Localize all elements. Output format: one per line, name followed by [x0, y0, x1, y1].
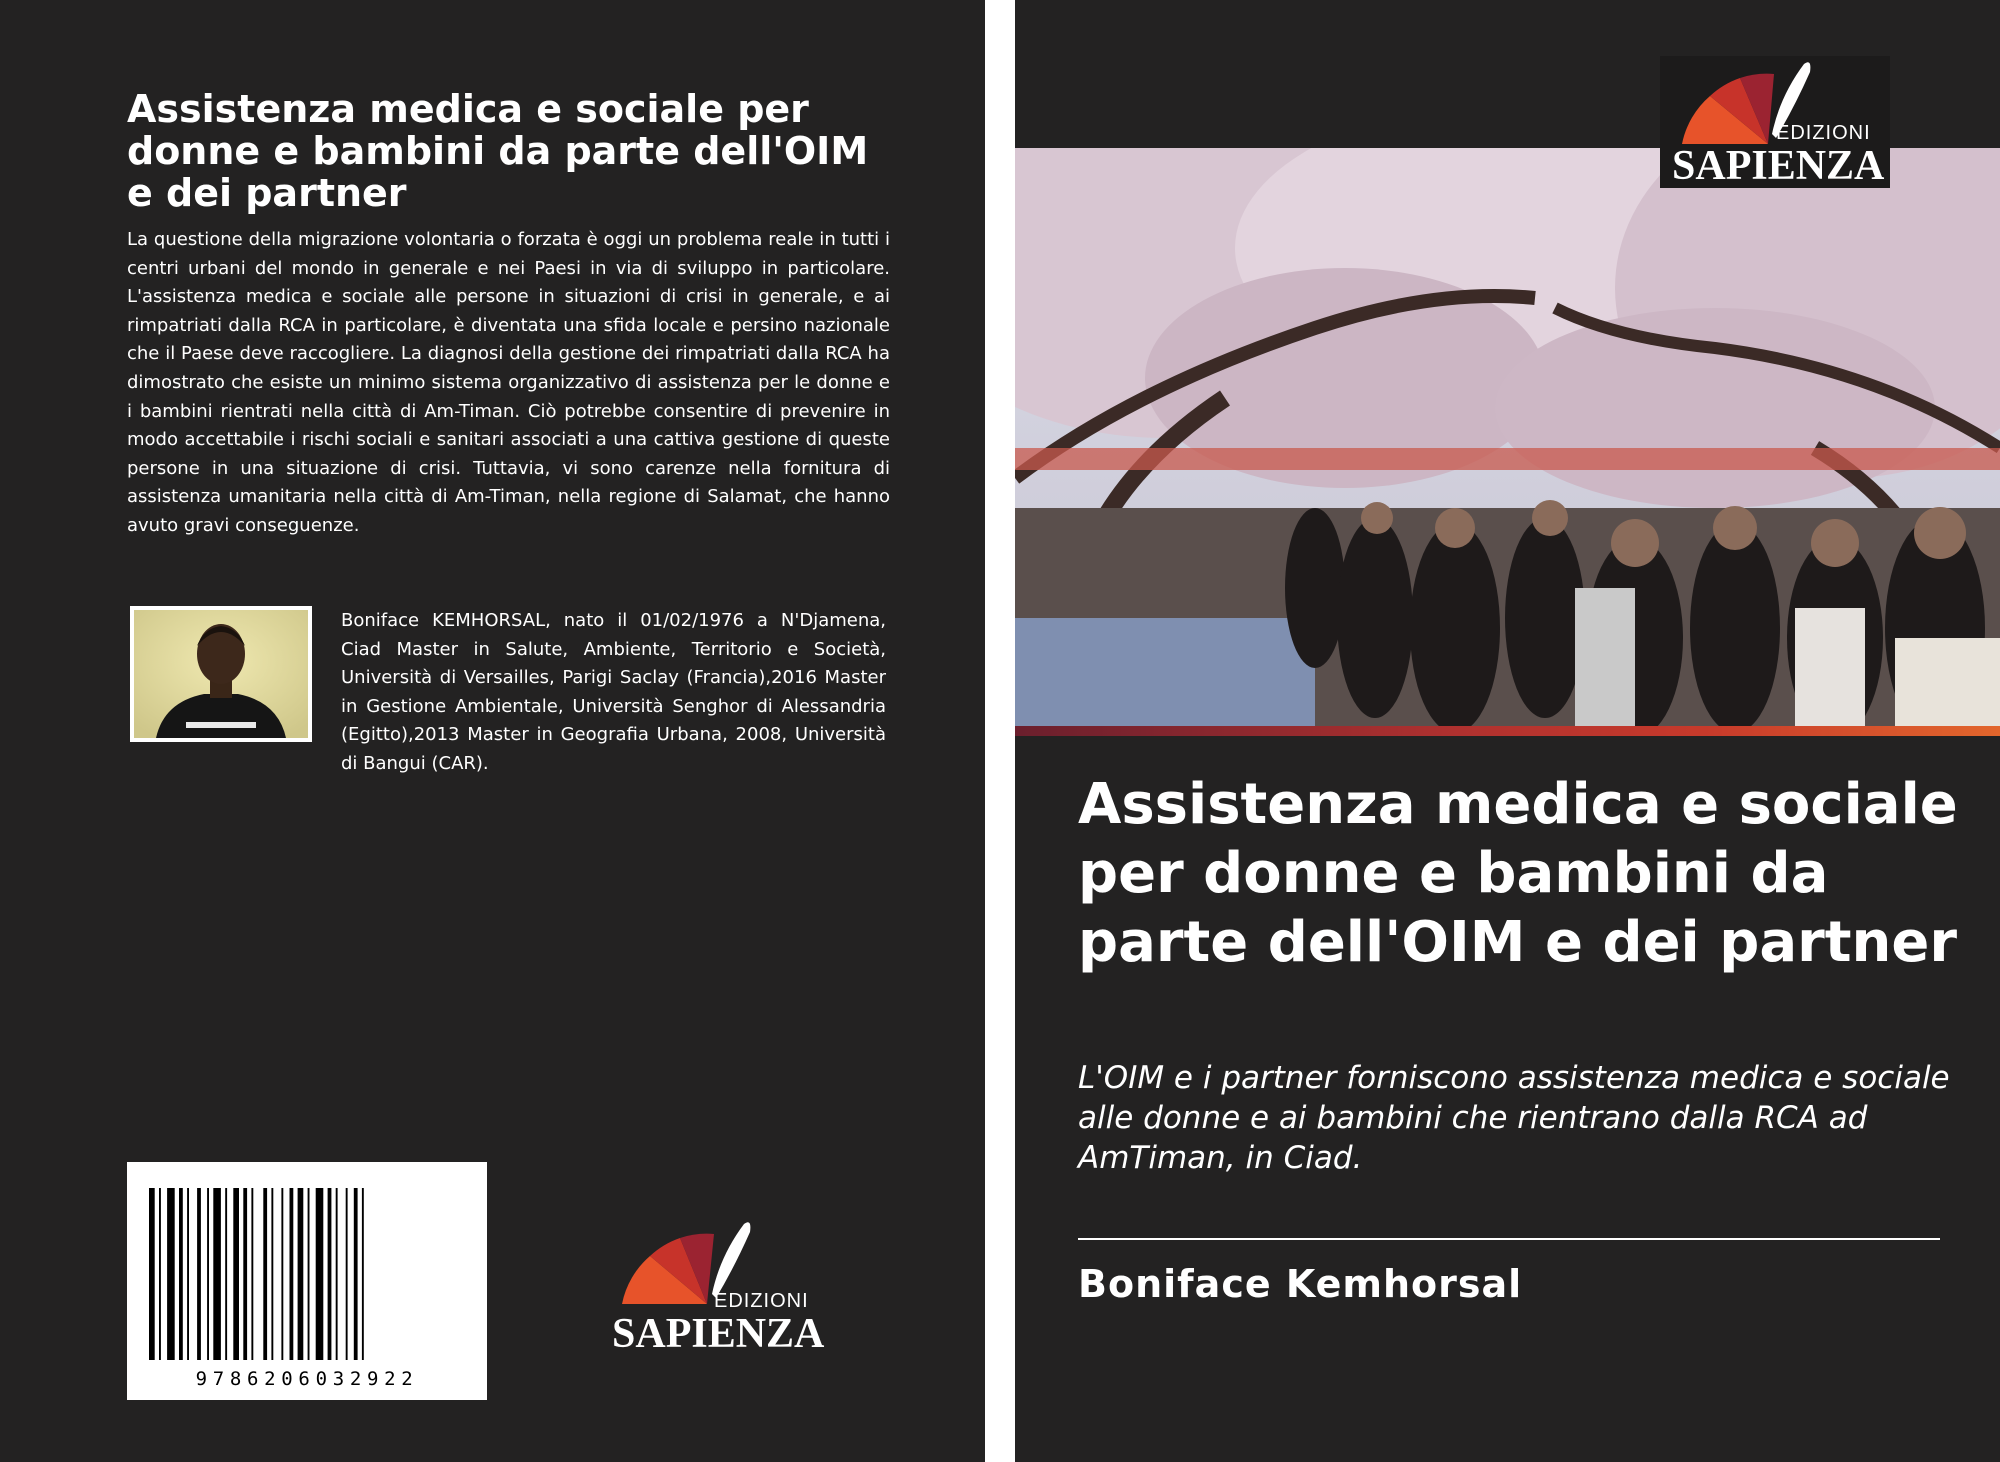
accent-stripe — [1015, 726, 2000, 736]
barcode-bar — [243, 1188, 247, 1360]
barcode-bar — [290, 1188, 294, 1360]
barcode-bar — [159, 1188, 161, 1360]
publisher-line2: SAPIENZA — [1672, 143, 1885, 189]
barcode-bar — [225, 1188, 227, 1360]
barcode-bar — [362, 1188, 364, 1360]
back-cover-description: La questione della migrazione volontaria o forzata è oggi un problema reale in tutti i centri urbani del mondo in generale e nei Paesi in via di sviluppo in particolare. L'assistenza medica e sociale alle persone in situazioni di crisi in generale, e ai rimpatriati dalla RCA in particolare, è diventata una sfida locale e persino nazionale che il Paese deve raccogliere. La diagnosi della gestione dei rimpatriati dalla RCA ha dimostrato che esiste un minimo sistema organizzativo di assistenza per le donne e i bambini rientrati nella città di Am-Timan. Ciò potrebbe consentire di prevenire in modo accettabile i rischi sociali e sanitari associati a una cattiva gestione di queste persone in una situazione di crisi. Tuttavia, vi sono carenze nella fornitura di assistenza umanitaria nella città di Am-Timan, nella regione di Salamat, che hanno avuto gravi conseguenze. — [127, 229, 890, 536]
back-cover — [0, 0, 985, 1462]
barcode-bar — [281, 1188, 283, 1360]
barcode-bar — [354, 1188, 358, 1360]
front-cover-subtitle: L'OIM e i partner forniscono assistenza medica e sociale alle donne e ai bambini che rientrano dalla RCA ad AmTiman, in Ciad. — [1078, 1060, 1950, 1176]
barcode-bar — [233, 1188, 239, 1360]
barcode-bar — [316, 1188, 324, 1360]
author-photo — [130, 606, 312, 742]
barcode-bar — [336, 1188, 338, 1360]
front-cover-title: Assistenza medica e sociale per donne e bambini da parte dell'OIM e dei partner — [1078, 772, 1958, 975]
publisher-logo-back — [602, 1216, 825, 1357]
barcode-bar — [149, 1188, 155, 1360]
barcode-bar — [213, 1188, 221, 1360]
barcode-bar — [298, 1188, 304, 1360]
publisher-line2: SAPIENZA — [612, 1311, 825, 1357]
barcode-bar — [328, 1188, 332, 1360]
cherry-blossom-photo — [1015, 148, 2000, 726]
barcode-bar — [197, 1188, 201, 1360]
barcode-bar — [167, 1188, 175, 1360]
back-cover-title: Assistenza medica e sociale per donne e bambini da parte dell'OIM e dei partner — [127, 87, 869, 215]
publisher-logo-front — [1660, 56, 1890, 188]
divider-line — [1078, 1238, 1940, 1240]
author-bio: Boniface KEMHORSAL, nato il 01/02/1976 a N'Djamena, Ciad Master in Salute, Ambiente, Territorio e Società, Università di Versailles, Parigi Saclay (Francia),2016 Master in Gestione Ambientale, Università Senghor di Alessandria (Egitto),2013 Master in Geografia Urbana, 2008, Università di Bangui (CAR). — [341, 610, 886, 774]
isbn-barcode — [127, 1162, 487, 1400]
front-cover-author: Boniface Kemhorsal — [1078, 1262, 1523, 1306]
barcode-bar — [346, 1188, 348, 1360]
isbn-digits: 9786206032922 — [195, 1368, 419, 1390]
barcode-bar — [263, 1188, 267, 1360]
barcode-bar — [271, 1188, 273, 1360]
publisher-line1: EDIZIONI — [714, 1290, 809, 1312]
publisher-line1: EDIZIONI — [1776, 122, 1871, 144]
barcode-bar — [207, 1188, 209, 1360]
barcode-bar — [179, 1188, 183, 1360]
barcode-bar — [251, 1188, 253, 1360]
barcode-bar — [308, 1188, 310, 1360]
barcode-bar — [187, 1188, 189, 1360]
